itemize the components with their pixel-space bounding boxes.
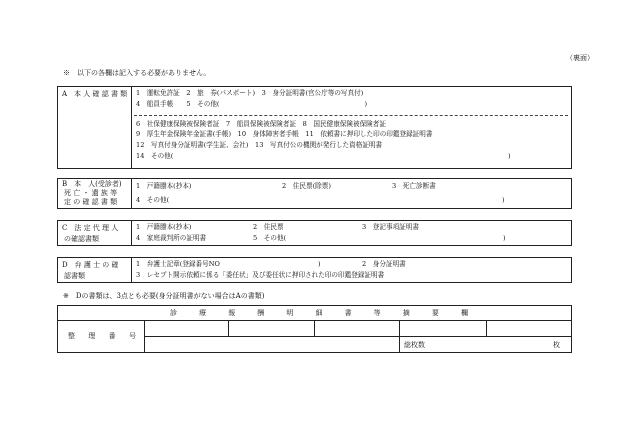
section-c-item3: 3 登記事項証明書	[362, 223, 419, 231]
summary-header-char: 明	[286, 309, 294, 317]
summary-total-divider	[399, 336, 400, 353]
summary-col-divider-2	[314, 320, 315, 336]
summary-header-char: 要	[431, 309, 439, 317]
section-c-label-2: の確認書類	[64, 235, 99, 243]
section-d-box	[57, 257, 572, 283]
summary-header-char: 等	[373, 309, 381, 317]
section-d-item1-close: )	[318, 260, 321, 268]
summary-col-divider-4	[486, 320, 487, 336]
summary-header-char: 細	[315, 309, 323, 317]
summary-header	[170, 310, 468, 317]
section-c-box	[57, 220, 572, 246]
summary-header-char: 欄	[460, 309, 468, 317]
summary-mid-line	[144, 336, 572, 337]
section-c-label-1: C 法 定 代 理 人	[62, 224, 119, 232]
summary-header-char: 報	[228, 309, 236, 317]
section-b-item4: 4 その他(	[136, 196, 170, 204]
section-c-item2: 2 住民票	[253, 223, 284, 231]
reference-number-label	[68, 333, 136, 340]
section-b-label-2: 死 亡 ・ 遺 族 等	[64, 189, 118, 197]
section-a-line1: 1 運転免許証 2 旅 券(パスポート) 3 身分証明書(官公庁等の写真付)	[136, 89, 364, 97]
section-d-item3: 3 レセプト開示依頼に係る「委任状」及び委任状に押印された印の印鑑登録証明書	[136, 271, 385, 279]
page-side-label: （裏面）	[566, 54, 594, 62]
section-d-label-1: D 弁 護 士 の 確	[62, 261, 119, 269]
section-c-item1: 1 戸籍謄本(抄本)	[136, 223, 192, 231]
section-b-label-1: B 本 人(受診者)	[62, 180, 122, 188]
summary-header-char: 酬	[257, 309, 265, 317]
section-d-label-2: 認書類	[64, 272, 85, 280]
sheets-unit: 枚	[553, 341, 560, 349]
section-d-divider	[131, 257, 132, 283]
summary-col-divider-3	[399, 320, 400, 336]
section-d-item1: 1 弁護士記章(登録番号NO	[136, 260, 220, 268]
section-d-item2: 2 身分証明書	[362, 260, 406, 268]
summary-header-char: 摘	[402, 309, 410, 317]
section-a-label: A 本 人 確 認 書 類	[62, 90, 128, 98]
bottom-note: ※ Dの書類は、3点とも必要(身分証明書がない場合はAの書類)	[63, 292, 265, 300]
total-sheets-label: 総枚数	[404, 341, 425, 349]
section-b-divider	[131, 178, 132, 209]
section-a-line6: 14 その他(	[136, 152, 174, 160]
section-c-divider	[131, 220, 132, 246]
summary-col-divider-1	[228, 320, 229, 336]
reference-number-char: 整	[68, 332, 75, 340]
reference-number-char: 理	[88, 332, 96, 340]
section-c-item4: 4 家庭裁判所の証明書	[136, 234, 207, 242]
summary-left-divider	[144, 320, 145, 353]
top-note: ※ 以下の各欄は記入する必要がありません。	[63, 69, 211, 77]
summary-header-char: 診	[170, 309, 177, 317]
reference-number-char: 番	[108, 332, 116, 340]
section-c-item5: 5 その他(	[253, 234, 287, 242]
section-a-divider	[131, 86, 132, 169]
section-b-label-3: 定 の 確 認 書 類	[64, 198, 118, 206]
section-a-line5: 12 写真付身分証明書(学生証、会社) 13 写真付公の機関が発行した資格証明書	[136, 141, 383, 149]
section-a-line2: 4 船員手帳 5 その他( )	[136, 100, 368, 108]
section-a-line4: 9 厚生年金保険年金証書(手帳) 10 身体障害者手帳 11 依頼書に押印した印の印鑑登録証明書	[136, 130, 433, 138]
summary-header-char: 書	[344, 309, 352, 317]
summary-header-char: 療	[199, 309, 207, 317]
section-b-item1: 1 戸籍謄本(抄本)	[136, 182, 192, 190]
section-c-item5-close: )	[503, 234, 506, 242]
reference-number-char: 号	[128, 332, 136, 340]
section-b-item2: 2 住民票(除票)	[282, 182, 331, 190]
section-b-item3: 3 死亡診断書	[392, 182, 436, 190]
section-a-dashed-separator	[134, 115, 568, 116]
section-b-item4-close: )	[502, 196, 505, 204]
section-a-line6-close: )	[508, 152, 511, 160]
section-a-line3: 6 社保健康保険被保険者証 7 船員保険被保険者証 8 国民健康保険被保険者証	[136, 120, 386, 128]
